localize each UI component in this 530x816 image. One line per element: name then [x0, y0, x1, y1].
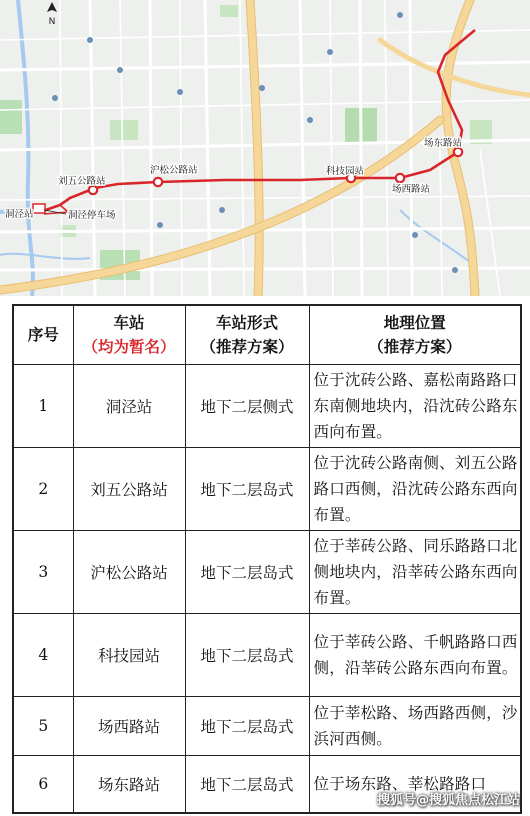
station-label: 场西路站 [392, 184, 431, 195]
route-map [0, 0, 530, 296]
depot-label: 洞泾停车场 [68, 210, 116, 221]
header-station [73, 305, 185, 365]
cell-location: 位于莘砖公路、千帆路路口西侧，沿莘砖公路东西向布置。 [309, 614, 521, 697]
table-row [13, 531, 521, 614]
cell-form: 地下二层岛式 [185, 448, 309, 531]
cell-index: 2 [13, 448, 73, 531]
cell-station: 沪松公路站 [73, 531, 185, 614]
cell-location: 位于沈砖公路南侧、刘五公路路口西侧，沿沈砖公路东西向布置。 [309, 448, 521, 531]
cell-form: 地下二层岛式 [185, 531, 309, 614]
station-marker [454, 148, 462, 156]
watermark: 搜狐号@搜狐焦点松江站 [376, 793, 520, 808]
cell-form: 地下二层岛式 [185, 697, 309, 756]
table-row [13, 697, 521, 756]
table-row [13, 365, 521, 448]
station-dongjing[interactable] [5, 208, 34, 220]
cell-station: 洞泾站 [73, 365, 185, 448]
cell-index: 3 [13, 531, 73, 614]
header-location-title: 地理位置 [383, 313, 446, 332]
cell-index: 1 [13, 365, 73, 448]
station-table [12, 304, 522, 814]
header-location-note: （推荐方案） [368, 337, 462, 356]
table-header-row [13, 305, 521, 365]
header-station-note: （均为暂名） [82, 337, 176, 356]
station-marker [396, 174, 404, 182]
cell-station: 刘五公路站 [73, 448, 185, 531]
cell-location: 位于莘松路、场西路西侧，沙浜河西侧。 [309, 697, 521, 756]
header-form-note: （推荐方案） [200, 337, 294, 356]
cell-location: 位于场东路、莘松路路口 [309, 756, 521, 814]
header-index: 序号 [13, 305, 73, 365]
cell-index: 4 [13, 614, 73, 697]
cell-station: 场东路站 [73, 756, 185, 814]
station-marker [89, 186, 97, 194]
header-form-title: 车站形式 [215, 313, 278, 332]
station-label: 洞泾站 [5, 209, 34, 220]
cell-location: 位于沈砖公路、嘉松南路路口东南侧地块内，沿沈砖公路东西向布置。 [309, 365, 521, 448]
cell-form: 地下二层侧式 [185, 365, 309, 448]
cell-form: 地下二层岛式 [185, 614, 309, 697]
cell-form: 地下二层岛式 [185, 756, 309, 814]
station-label: 沪松公路站 [150, 165, 198, 176]
station-label: 刘五公路站 [58, 176, 106, 187]
header-form [185, 305, 309, 365]
station-label: 场东路站 [424, 138, 463, 149]
cell-location: 位于莘砖公路、同乐路路口北侧地块内，沿莘砖公路东西向布置。 [309, 531, 521, 614]
header-location [309, 305, 521, 365]
station-marker [154, 178, 162, 186]
cell-station: 场西路站 [73, 697, 185, 756]
station-label: 科技园站 [326, 166, 365, 177]
header-station-title: 车站 [113, 313, 145, 332]
cell-index: 5 [13, 697, 73, 756]
cell-index: 6 [13, 756, 73, 814]
table-row [13, 614, 521, 697]
compass-label: N [48, 17, 56, 27]
cell-station: 科技园站 [73, 614, 185, 697]
table-row [13, 448, 521, 531]
